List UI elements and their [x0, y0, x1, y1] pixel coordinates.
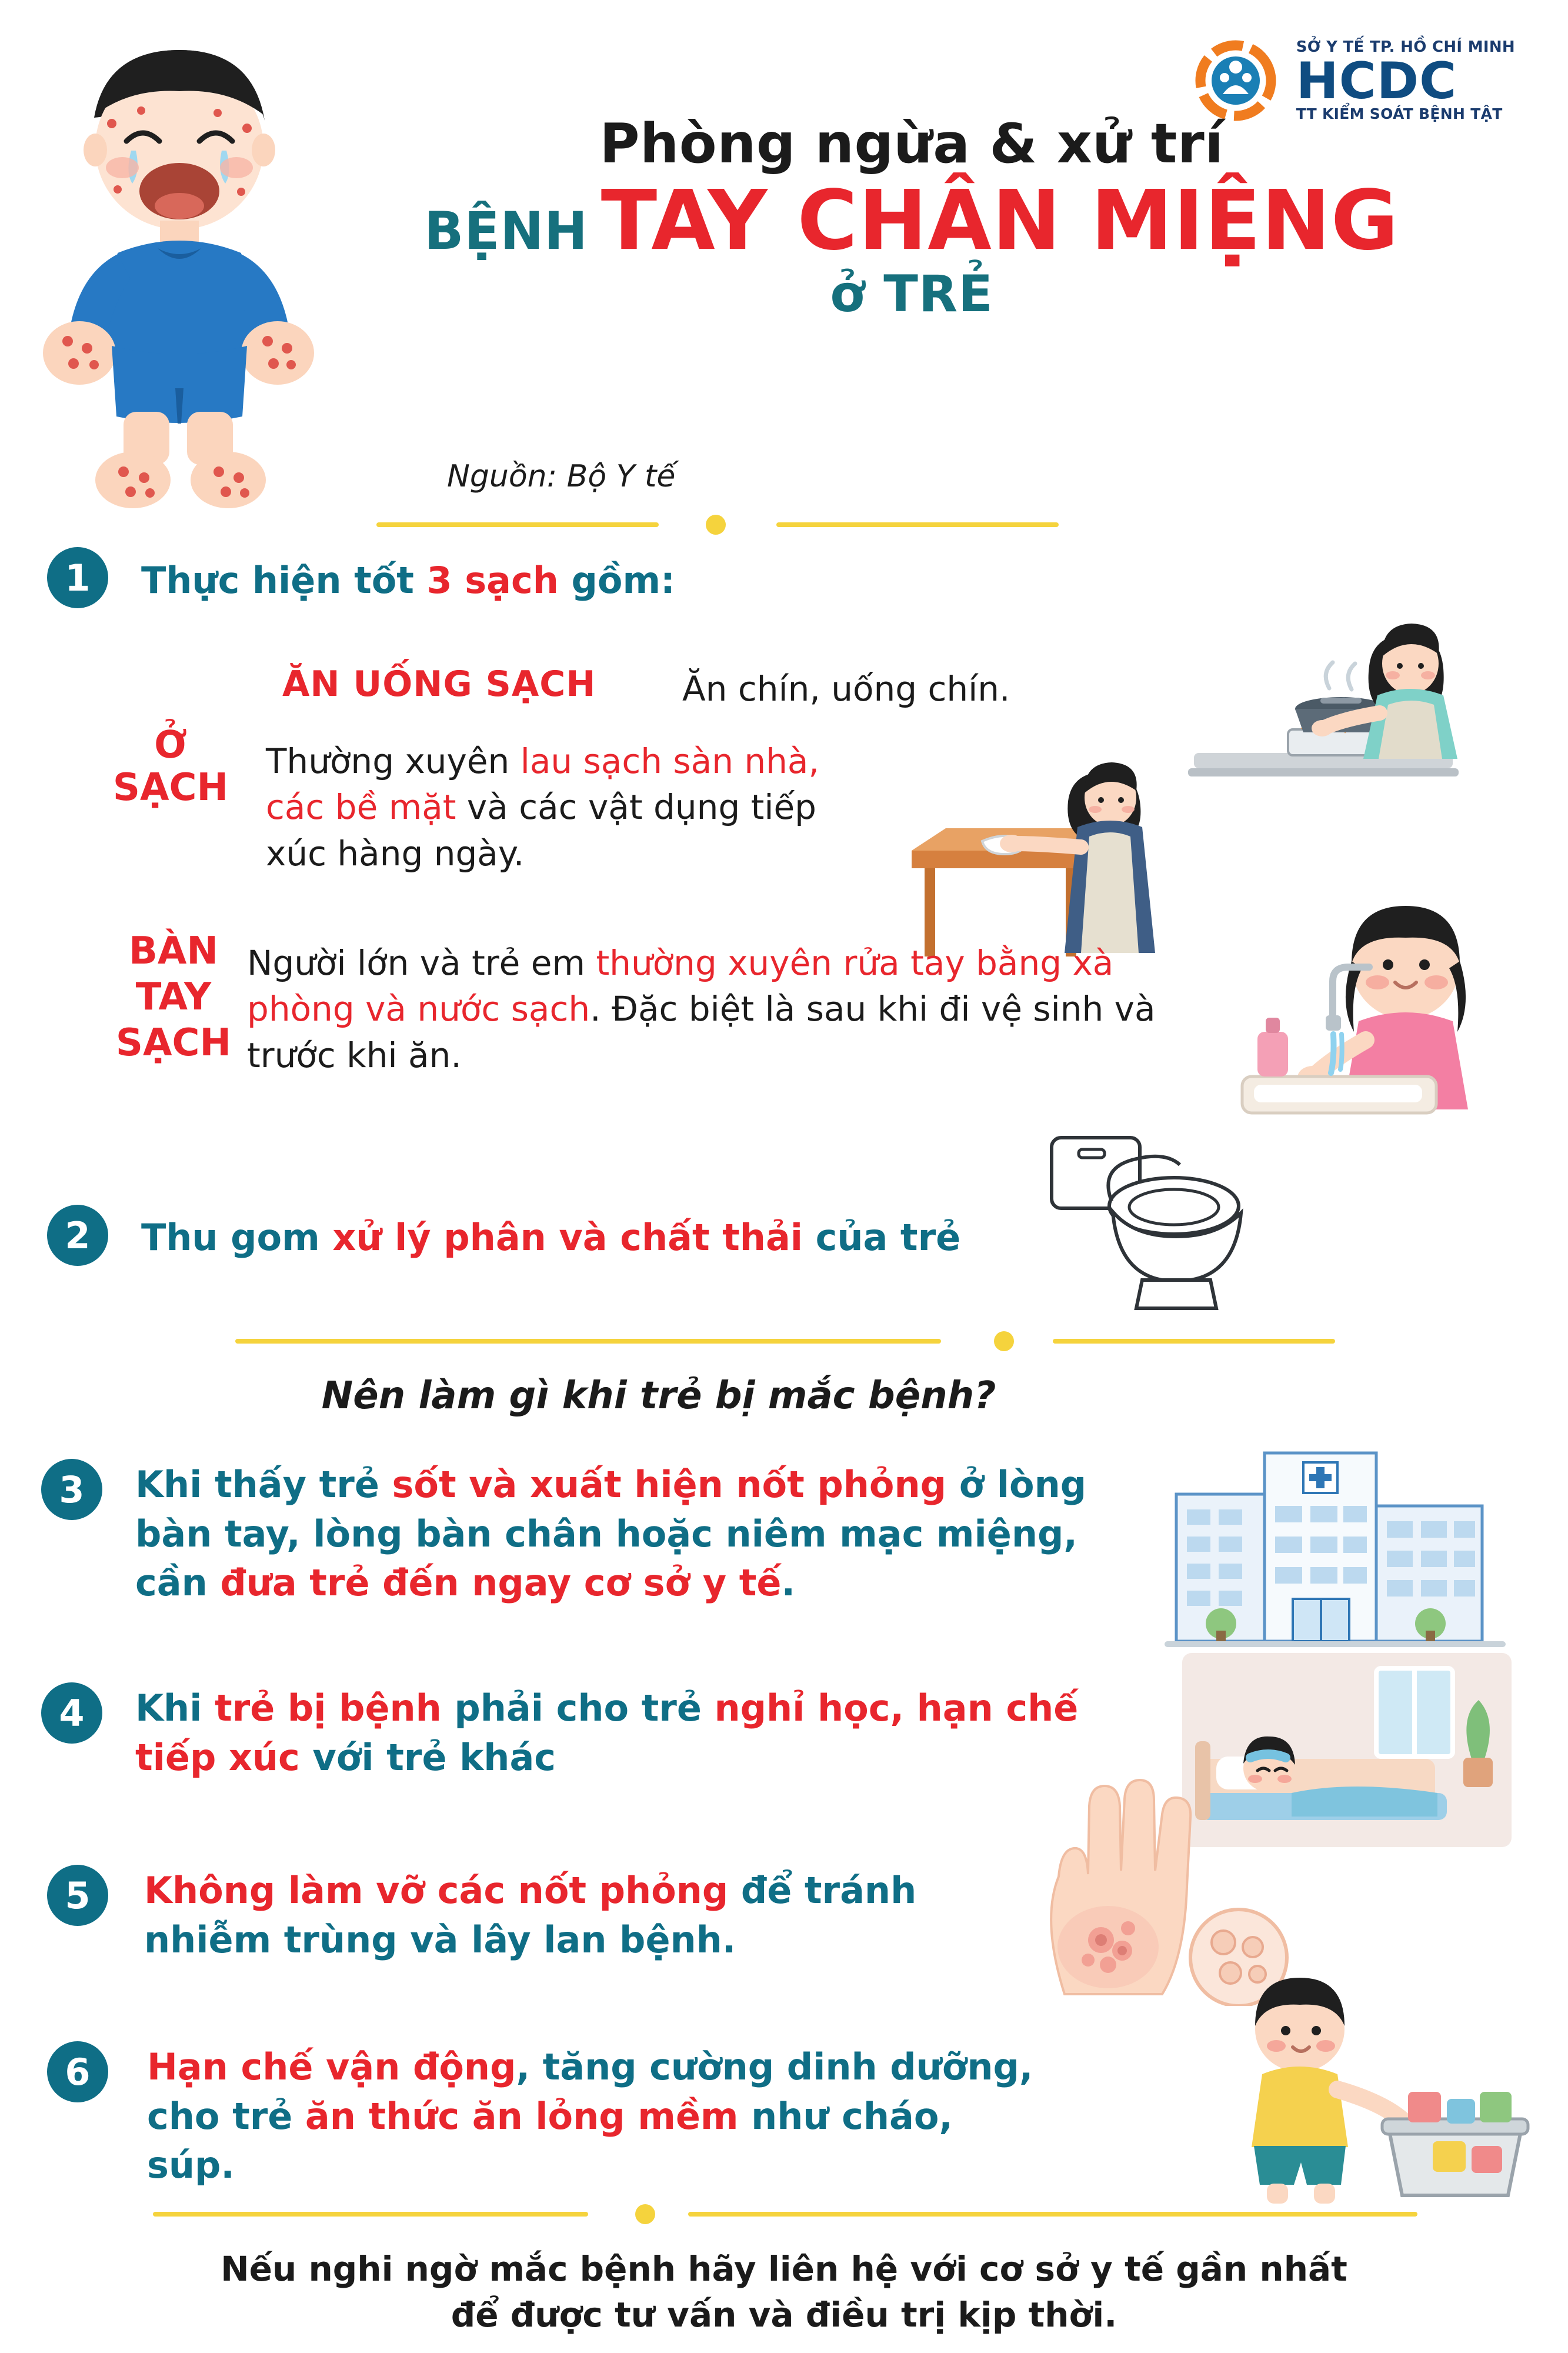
- clean-eat-text: Ăn chín, uống chín.: [682, 669, 1010, 709]
- section-5-part-2: để tránh nhiễm trùng và lây lan bệnh.: [144, 1869, 917, 1961]
- badge-1: 1: [47, 547, 108, 608]
- logo-top-line: SỞ Y TẾ TP. HỒ CHÍ MINH: [1296, 38, 1515, 56]
- section-4-part-5: với trẻ khác: [299, 1735, 556, 1779]
- clean-hands-label: [76, 928, 271, 1066]
- badge-2: 2: [47, 1205, 108, 1266]
- clean-live-label-line-1: Ở: [154, 724, 187, 767]
- section-4-part-4: nghỉ học, hạn chế tiếp xúc: [135, 1687, 1079, 1779]
- section-2-part-2: xử lý phân và chất thải: [332, 1216, 803, 1259]
- divider-top-right: [776, 522, 1059, 527]
- clean-hands-text: [247, 940, 1200, 1078]
- mid-question: Nên làm gì khi trẻ bị mắc bệnh?: [321, 1374, 996, 1418]
- section-4-part-1: Khi: [135, 1687, 215, 1729]
- section-2-part-3: của trẻ: [803, 1216, 961, 1259]
- section-1-part-2: 3 sạch: [426, 559, 559, 602]
- logo-acronym: HCDC: [1296, 51, 1457, 111]
- clean-hands-part-1: Người lớn và trẻ em: [247, 943, 596, 983]
- section-4-part-3: phải cho trẻ: [441, 1687, 715, 1729]
- section-3-part-3: ở lòng bàn tay, lòng bàn chân hoặc niêm mạc miệng, cần: [135, 1463, 1087, 1605]
- section-5-part-1: Không làm vỡ các nốt phỏng: [144, 1869, 729, 1912]
- section-3-part-5: .: [781, 1561, 795, 1605]
- divider-bottom-right: [688, 2212, 1417, 2217]
- page-title: [376, 112, 1447, 324]
- section-1-heading: [141, 556, 965, 605]
- toilet-illustration: [1023, 1118, 1270, 1329]
- clean-hands-label-line-1: BÀN: [129, 929, 218, 973]
- clean-live-label-line-2: SẠCH: [112, 765, 229, 809]
- clean-hands-part-3: . Đặc biệt là sau khi đi vệ sinh và trước khi ăn.: [247, 989, 1156, 1075]
- section-4-heading: [135, 1684, 1100, 1782]
- section-1-part-1: Thực hiện tốt: [141, 559, 427, 602]
- title-prefix: BỆNH: [424, 201, 588, 261]
- title-line-3: ở TRẺ: [830, 265, 993, 324]
- section-3-part-2: sốt và xuất hiện nốt phỏng: [392, 1463, 946, 1506]
- footer-line-1: Nếu nghi ngờ mắc bệnh hãy liên hệ với cơ sở y tế gần nhất: [221, 2249, 1347, 2289]
- divider-bottom-dot: [635, 2204, 655, 2224]
- hcdc-logo-text: [1296, 39, 1515, 122]
- clean-live-part-2: lau sạch sàn nhà, các bề mặt: [266, 741, 819, 828]
- clean-live-label: [82, 725, 259, 809]
- boy-playing-blocks-illustration: [1206, 1965, 1535, 2212]
- clean-live-text: [266, 738, 860, 876]
- woman-cooking-illustration: [1170, 588, 1500, 800]
- badge-3: 3: [41, 1459, 102, 1520]
- section-6-heading: [147, 2042, 1041, 2190]
- section-6-part-4: như cháo, súp.: [147, 2094, 953, 2187]
- title-line-2: [376, 173, 1447, 269]
- divider-bottom-left: [153, 2212, 588, 2217]
- section-2-heading: [141, 1213, 1023, 1262]
- section-1-part-3: gồm:: [558, 559, 675, 602]
- source-note: Nguồn: Bộ Y tế: [447, 459, 676, 494]
- title-line-1: Phòng ngừa & xử trí: [599, 112, 1224, 175]
- badge-5: 5: [47, 1865, 108, 1926]
- section-2-part-1: Thu gom: [141, 1216, 333, 1259]
- clean-hands-label-line-3: SẠCH: [115, 1021, 232, 1065]
- clean-live-part-3: và các vật dụng tiếp xúc hàng ngày.: [266, 787, 816, 874]
- girl-washing-hands-illustration: [1212, 900, 1541, 1135]
- section-5-heading: [144, 1866, 968, 1964]
- badge-6: 6: [47, 2041, 108, 2102]
- section-3-heading: [135, 1460, 1100, 1608]
- crying-child-illustration: [24, 35, 329, 524]
- clean-eat-label: ĂN UỐNG SẠCH: [282, 664, 596, 705]
- badge-4: 4: [41, 1682, 102, 1744]
- section-4-part-2: trẻ bị bệnh: [215, 1687, 442, 1729]
- clean-hands-part-2: thường xuyên rửa tay bằng xà phòng và nước sạch: [247, 943, 1114, 1029]
- clean-hands-label-line-2: TAY: [135, 975, 212, 1019]
- footer-line-2: để được tư vấn và điều trị kịp thời.: [451, 2295, 1117, 2335]
- title-main: TAY CHÂN MIỆNG: [600, 173, 1399, 269]
- section-3-part-1: Khi thấy trẻ: [135, 1463, 392, 1506]
- hospital-illustration: [1153, 1429, 1517, 1665]
- section-6-part-3: ăn thức ăn lỏng mềm: [305, 2094, 739, 2138]
- divider-mid-dot: [994, 1331, 1014, 1351]
- divider-mid-left: [235, 1339, 941, 1344]
- section-6-part-2: , tăng cường dinh dưỡng, cho trẻ: [147, 2045, 1033, 2138]
- divider-top-dot: [706, 515, 726, 535]
- divider-top: [376, 522, 659, 527]
- divider-mid-right: [1053, 1339, 1335, 1344]
- clean-live-part-1: Thường xuyên: [266, 741, 521, 781]
- section-6-part-1: Hạn chế vận động: [147, 2045, 516, 2088]
- logo-bottom-line: TT KIỂM SOÁT BỆNH TẬT: [1296, 105, 1503, 122]
- section-3-part-4: đưa trẻ đến ngay cơ sở y tế: [220, 1561, 782, 1605]
